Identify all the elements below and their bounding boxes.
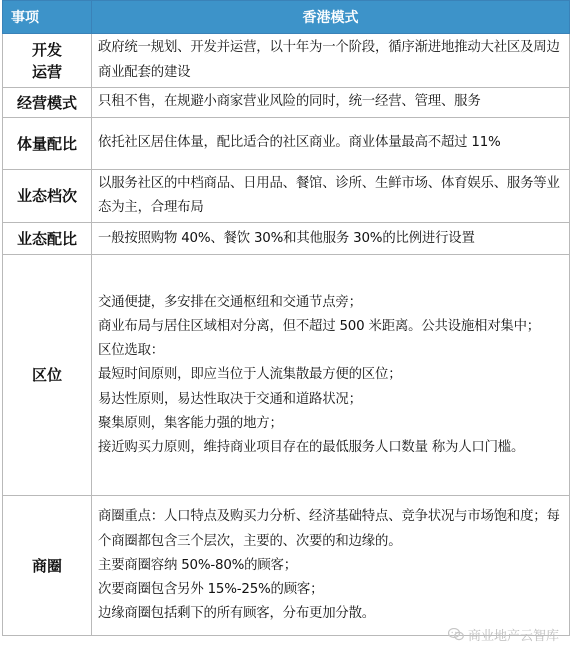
row-key-text: 经营模式 bbox=[16, 93, 77, 112]
value-line: 依托社区居住体量，配比适合的社区商业。商业体量最高不超过 11% bbox=[98, 135, 501, 151]
value-line: 一般按照购物 40%、餐饮 30%和其他服务 30%的比例进行设置 bbox=[98, 230, 475, 246]
row-key-text: 业态档次 bbox=[16, 187, 77, 206]
row-value bbox=[92, 496, 570, 636]
table-row bbox=[3, 34, 570, 88]
watermark-text: 商业地产云智库 bbox=[467, 629, 559, 644]
value-line: 区位选取： bbox=[98, 343, 164, 359]
header-hk-mode: 香港模式 bbox=[92, 1, 570, 34]
table-row bbox=[3, 170, 570, 223]
watermark bbox=[448, 625, 559, 644]
row-key-text: 运营 bbox=[31, 62, 62, 81]
header-row bbox=[3, 1, 570, 34]
value-line: 只租不售，在规避小商家营业风险的同时，统一经营、管理、服务 bbox=[98, 94, 481, 110]
table-row bbox=[3, 255, 570, 496]
row-key bbox=[3, 88, 92, 118]
value-line: 聚集原则，集客能力强的地方； bbox=[98, 415, 283, 431]
value-line: 次要商圈包含另外 15%-25%的顾客； bbox=[98, 582, 324, 597]
value-line: 边缘商圈包括剩下的所有顾客，分布更加分散。 bbox=[98, 606, 376, 622]
row-value bbox=[92, 34, 570, 88]
table-row bbox=[3, 223, 570, 255]
row-key bbox=[3, 118, 92, 170]
row-key-text: 商圈 bbox=[31, 556, 62, 575]
table-row bbox=[3, 496, 570, 636]
row-key bbox=[3, 170, 92, 223]
value-line: 最短时间原则，即应当位于人流集散最方便的区位； bbox=[98, 367, 402, 383]
value-line: 商业布局与居住区域相对分离，但不超过 500 米距离。公共设施相对集中； bbox=[98, 318, 540, 334]
value-line: 政府统一规划、开发并运营，以十年为一个阶段，循序渐进地推动大社区及周边商业配套的建设 bbox=[98, 40, 560, 80]
row-key bbox=[3, 34, 92, 88]
row-key-text: 体量配比 bbox=[16, 134, 77, 153]
row-value bbox=[92, 88, 570, 118]
row-value bbox=[92, 170, 570, 223]
row-key bbox=[3, 496, 92, 636]
row-key-text: 业态配比 bbox=[16, 229, 77, 248]
value-line: 商圈重点：人口特点及购买力分析、经济基础特点、竞争状况与市场饱和度；每个商圈都包含三个层次，主要的、次要的和边缘的。 bbox=[98, 509, 560, 549]
value-line: 易达性原则，易达性取决于交通和道路状况； bbox=[98, 391, 362, 407]
row-value bbox=[92, 118, 570, 170]
row-key-text: 区位 bbox=[31, 366, 62, 385]
row-key bbox=[3, 255, 92, 496]
value-line: 接近购买力原则，维持商业项目存在的最低服务人口数量 称为人口门槛。 bbox=[98, 439, 525, 455]
value-line: 交通便捷，多安排在交通枢纽和交通节点旁； bbox=[98, 294, 362, 310]
row-key bbox=[3, 223, 92, 255]
row-value bbox=[92, 255, 570, 496]
row-key-text: 开发 bbox=[31, 40, 62, 59]
table-row bbox=[3, 88, 570, 118]
comparison-table bbox=[2, 0, 570, 636]
header-item: 事项 bbox=[3, 1, 92, 34]
value-line: 主要商圈容纳 50%-80%的顾客； bbox=[98, 557, 297, 573]
table-row bbox=[3, 118, 570, 170]
value-line: 以服务社区的中档商品、日用品、餐馆、诊所、生鲜市场、体育娱乐、服务等业态为主，合理布局 bbox=[98, 176, 560, 216]
wechat-icon bbox=[448, 628, 464, 641]
row-value bbox=[92, 223, 570, 255]
